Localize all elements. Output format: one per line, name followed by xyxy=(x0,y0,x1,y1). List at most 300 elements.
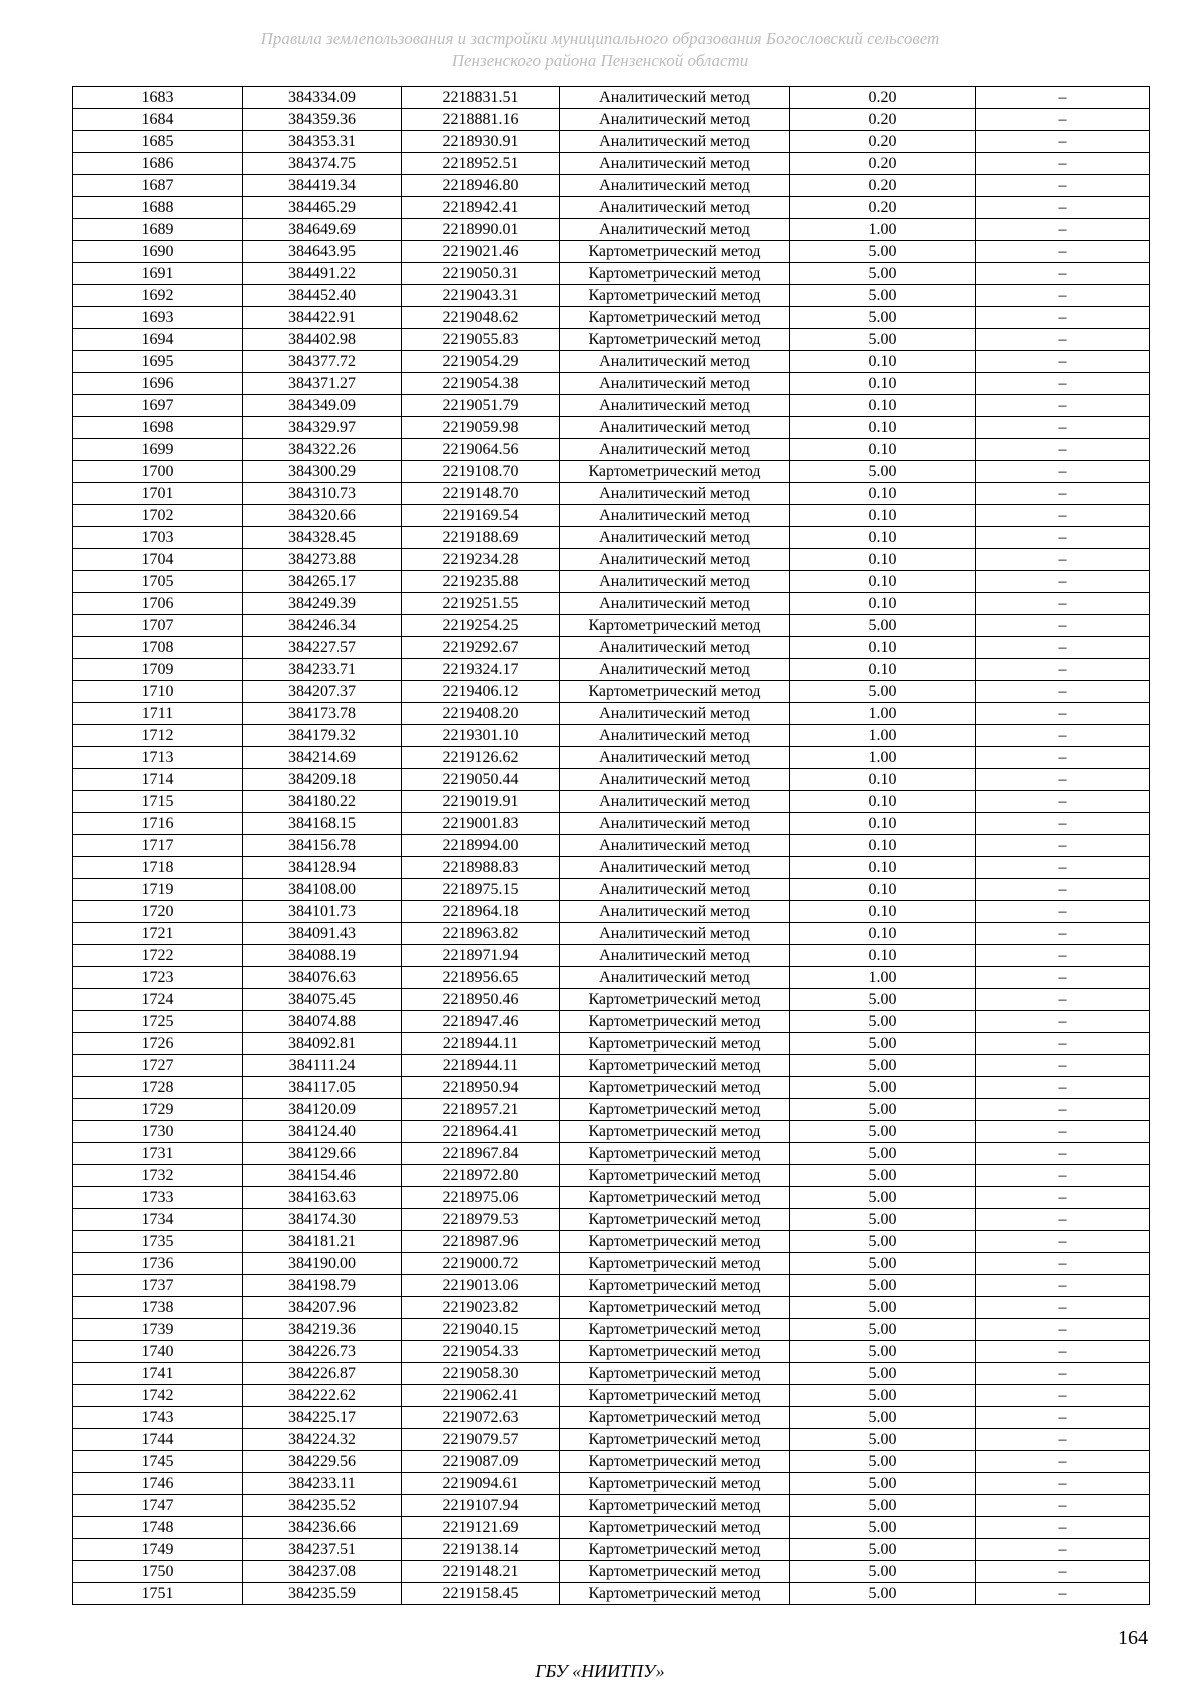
table-row xyxy=(73,813,1150,835)
x-coordinate-cell: 384419.34 xyxy=(243,175,402,197)
y-coordinate-cell: 2219235.88 xyxy=(402,571,560,593)
table-row xyxy=(73,857,1150,879)
table-row xyxy=(73,615,1150,637)
point-number-cell: 1722 xyxy=(73,945,243,967)
table-row xyxy=(73,549,1150,571)
x-coordinate-cell: 384219.36 xyxy=(243,1319,402,1341)
table-row xyxy=(73,1583,1150,1605)
point-number-cell: 1687 xyxy=(73,175,243,197)
x-coordinate-cell: 384265.17 xyxy=(243,571,402,593)
x-coordinate-cell: 384224.32 xyxy=(243,1429,402,1451)
method-cell: Аналитический метод xyxy=(560,549,790,571)
point-number-cell: 1689 xyxy=(73,219,243,241)
accuracy-cell: 0.20 xyxy=(790,87,976,109)
y-coordinate-cell: 2218944.11 xyxy=(402,1055,560,1077)
x-coordinate-cell: 384222.62 xyxy=(243,1385,402,1407)
point-number-cell: 1748 xyxy=(73,1517,243,1539)
note-cell: – xyxy=(976,439,1150,461)
accuracy-cell: 5.00 xyxy=(790,1583,976,1605)
y-coordinate-cell: 2219138.14 xyxy=(402,1539,560,1561)
note-cell: – xyxy=(976,923,1150,945)
y-coordinate-cell: 2219001.83 xyxy=(402,813,560,835)
method-cell: Аналитический метод xyxy=(560,659,790,681)
method-cell: Аналитический метод xyxy=(560,901,790,923)
point-number-cell: 1719 xyxy=(73,879,243,901)
method-cell: Картометрический метод xyxy=(560,1473,790,1495)
note-cell: – xyxy=(976,1187,1150,1209)
table-row xyxy=(73,373,1150,395)
note-cell: – xyxy=(976,417,1150,439)
table-row xyxy=(73,439,1150,461)
method-cell: Аналитический метод xyxy=(560,791,790,813)
x-coordinate-cell: 384233.11 xyxy=(243,1473,402,1495)
note-cell: – xyxy=(976,395,1150,417)
x-coordinate-cell: 384198.79 xyxy=(243,1275,402,1297)
table-row xyxy=(73,637,1150,659)
table-row xyxy=(73,747,1150,769)
method-cell: Картометрический метод xyxy=(560,1143,790,1165)
y-coordinate-cell: 2219079.57 xyxy=(402,1429,560,1451)
y-coordinate-cell: 2219324.17 xyxy=(402,659,560,681)
point-number-cell: 1718 xyxy=(73,857,243,879)
x-coordinate-cell: 384111.24 xyxy=(243,1055,402,1077)
y-coordinate-cell: 2218831.51 xyxy=(402,87,560,109)
y-coordinate-cell: 2218994.00 xyxy=(402,835,560,857)
x-coordinate-cell: 384329.97 xyxy=(243,417,402,439)
y-coordinate-cell: 2219107.94 xyxy=(402,1495,560,1517)
note-cell: – xyxy=(976,109,1150,131)
point-number-cell: 1745 xyxy=(73,1451,243,1473)
method-cell: Аналитический метод xyxy=(560,571,790,593)
y-coordinate-cell: 2218964.41 xyxy=(402,1121,560,1143)
note-cell: – xyxy=(976,945,1150,967)
point-number-cell: 1728 xyxy=(73,1077,243,1099)
method-cell: Картометрический метод xyxy=(560,1033,790,1055)
accuracy-cell: 5.00 xyxy=(790,1407,976,1429)
y-coordinate-cell: 2218956.65 xyxy=(402,967,560,989)
note-cell: – xyxy=(976,835,1150,857)
y-coordinate-cell: 2218947.46 xyxy=(402,1011,560,1033)
y-coordinate-cell: 2218975.06 xyxy=(402,1187,560,1209)
x-coordinate-cell: 384163.63 xyxy=(243,1187,402,1209)
table-row xyxy=(73,1495,1150,1517)
accuracy-cell: 0.10 xyxy=(790,769,976,791)
x-coordinate-cell: 384101.73 xyxy=(243,901,402,923)
point-number-cell: 1690 xyxy=(73,241,243,263)
method-cell: Картометрический метод xyxy=(560,1363,790,1385)
point-number-cell: 1717 xyxy=(73,835,243,857)
point-number-cell: 1714 xyxy=(73,769,243,791)
method-cell: Аналитический метод xyxy=(560,593,790,615)
x-coordinate-cell: 384374.75 xyxy=(243,153,402,175)
method-cell: Картометрический метод xyxy=(560,1253,790,1275)
table-row xyxy=(73,1385,1150,1407)
table-row xyxy=(73,1033,1150,1055)
table-row xyxy=(73,901,1150,923)
table-row xyxy=(73,417,1150,439)
x-coordinate-cell: 384075.45 xyxy=(243,989,402,1011)
accuracy-cell: 0.20 xyxy=(790,109,976,131)
x-coordinate-cell: 384074.88 xyxy=(243,1011,402,1033)
y-coordinate-cell: 2218950.94 xyxy=(402,1077,560,1099)
note-cell: – xyxy=(976,1319,1150,1341)
x-coordinate-cell: 384643.95 xyxy=(243,241,402,263)
note-cell: – xyxy=(976,901,1150,923)
y-coordinate-cell: 2218952.51 xyxy=(402,153,560,175)
note-cell: – xyxy=(976,681,1150,703)
point-number-cell: 1703 xyxy=(73,527,243,549)
point-number-cell: 1691 xyxy=(73,263,243,285)
accuracy-cell: 0.10 xyxy=(790,571,976,593)
note-cell: – xyxy=(976,1099,1150,1121)
coordinates-table-body xyxy=(73,87,1150,1605)
x-coordinate-cell: 384349.09 xyxy=(243,395,402,417)
table-row xyxy=(73,1275,1150,1297)
table-row xyxy=(73,725,1150,747)
note-cell: – xyxy=(976,263,1150,285)
x-coordinate-cell: 384310.73 xyxy=(243,483,402,505)
point-number-cell: 1692 xyxy=(73,285,243,307)
note-cell: – xyxy=(976,175,1150,197)
table-row xyxy=(73,1055,1150,1077)
method-cell: Картометрический метод xyxy=(560,1275,790,1297)
accuracy-cell: 5.00 xyxy=(790,461,976,483)
table-row xyxy=(73,1297,1150,1319)
point-number-cell: 1739 xyxy=(73,1319,243,1341)
note-cell: – xyxy=(976,307,1150,329)
table-row xyxy=(73,527,1150,549)
note-cell: – xyxy=(976,1539,1150,1561)
note-cell: – xyxy=(976,1275,1150,1297)
accuracy-cell: 0.10 xyxy=(790,637,976,659)
method-cell: Картометрический метод xyxy=(560,307,790,329)
accuracy-cell: 5.00 xyxy=(790,1121,976,1143)
accuracy-cell: 0.10 xyxy=(790,395,976,417)
y-coordinate-cell: 2219148.70 xyxy=(402,483,560,505)
method-cell: Аналитический метод xyxy=(560,967,790,989)
y-coordinate-cell: 2219121.69 xyxy=(402,1517,560,1539)
x-coordinate-cell: 384214.69 xyxy=(243,747,402,769)
accuracy-cell: 0.10 xyxy=(790,879,976,901)
method-cell: Картометрический метод xyxy=(560,1495,790,1517)
accuracy-cell: 1.00 xyxy=(790,703,976,725)
point-number-cell: 1700 xyxy=(73,461,243,483)
x-coordinate-cell: 384108.00 xyxy=(243,879,402,901)
method-cell: Картометрический метод xyxy=(560,241,790,263)
method-cell: Аналитический метод xyxy=(560,769,790,791)
page-number: 164 xyxy=(1118,1627,1148,1649)
method-cell: Картометрический метод xyxy=(560,989,790,1011)
y-coordinate-cell: 2218942.41 xyxy=(402,197,560,219)
y-coordinate-cell: 2218979.53 xyxy=(402,1209,560,1231)
note-cell: – xyxy=(976,791,1150,813)
table-row xyxy=(73,1517,1150,1539)
point-number-cell: 1724 xyxy=(73,989,243,1011)
note-cell: – xyxy=(976,1363,1150,1385)
point-number-cell: 1694 xyxy=(73,329,243,351)
note-cell: – xyxy=(976,241,1150,263)
x-coordinate-cell: 384180.22 xyxy=(243,791,402,813)
y-coordinate-cell: 2218950.46 xyxy=(402,989,560,1011)
note-cell: – xyxy=(976,1055,1150,1077)
method-cell: Картометрический метод xyxy=(560,1561,790,1583)
header-line-1: Правила землепользования и застройки муниципального образования Богословский сельсовет xyxy=(260,29,940,48)
accuracy-cell: 5.00 xyxy=(790,1275,976,1297)
point-number-cell: 1732 xyxy=(73,1165,243,1187)
accuracy-cell: 5.00 xyxy=(790,263,976,285)
x-coordinate-cell: 384402.98 xyxy=(243,329,402,351)
accuracy-cell: 5.00 xyxy=(790,989,976,1011)
note-cell: – xyxy=(976,1209,1150,1231)
table-row xyxy=(73,87,1150,109)
x-coordinate-cell: 384377.72 xyxy=(243,351,402,373)
y-coordinate-cell: 2219054.33 xyxy=(402,1341,560,1363)
y-coordinate-cell: 2218944.11 xyxy=(402,1033,560,1055)
accuracy-cell: 5.00 xyxy=(790,1011,976,1033)
y-coordinate-cell: 2218930.91 xyxy=(402,131,560,153)
point-number-cell: 1684 xyxy=(73,109,243,131)
accuracy-cell: 5.00 xyxy=(790,1209,976,1231)
x-coordinate-cell: 384124.40 xyxy=(243,1121,402,1143)
x-coordinate-cell: 384300.29 xyxy=(243,461,402,483)
note-cell: – xyxy=(976,1517,1150,1539)
accuracy-cell: 5.00 xyxy=(790,1451,976,1473)
note-cell: – xyxy=(976,1143,1150,1165)
y-coordinate-cell: 2219094.61 xyxy=(402,1473,560,1495)
method-cell: Картометрический метод xyxy=(560,1011,790,1033)
note-cell: – xyxy=(976,373,1150,395)
y-coordinate-cell: 2219050.44 xyxy=(402,769,560,791)
note-cell: – xyxy=(976,197,1150,219)
accuracy-cell: 5.00 xyxy=(790,1385,976,1407)
point-number-cell: 1738 xyxy=(73,1297,243,1319)
point-number-cell: 1706 xyxy=(73,593,243,615)
accuracy-cell: 0.10 xyxy=(790,923,976,945)
method-cell: Картометрический метод xyxy=(560,1231,790,1253)
table-row xyxy=(73,967,1150,989)
table-row xyxy=(73,571,1150,593)
accuracy-cell: 1.00 xyxy=(790,967,976,989)
y-coordinate-cell: 2218946.80 xyxy=(402,175,560,197)
table-row xyxy=(73,1363,1150,1385)
x-coordinate-cell: 384246.34 xyxy=(243,615,402,637)
x-coordinate-cell: 384209.18 xyxy=(243,769,402,791)
method-cell: Аналитический метод xyxy=(560,637,790,659)
y-coordinate-cell: 2218957.21 xyxy=(402,1099,560,1121)
y-coordinate-cell: 2218988.83 xyxy=(402,857,560,879)
method-cell: Аналитический метод xyxy=(560,747,790,769)
method-cell: Аналитический метод xyxy=(560,945,790,967)
method-cell: Аналитический метод xyxy=(560,87,790,109)
method-cell: Картометрический метод xyxy=(560,1099,790,1121)
table-row xyxy=(73,989,1150,1011)
point-number-cell: 1688 xyxy=(73,197,243,219)
method-cell: Картометрический метод xyxy=(560,329,790,351)
x-coordinate-cell: 384168.15 xyxy=(243,813,402,835)
x-coordinate-cell: 384154.46 xyxy=(243,1165,402,1187)
accuracy-cell: 5.00 xyxy=(790,1253,976,1275)
method-cell: Картометрический метод xyxy=(560,1055,790,1077)
accuracy-cell: 0.20 xyxy=(790,175,976,197)
note-cell: – xyxy=(976,87,1150,109)
note-cell: – xyxy=(976,593,1150,615)
note-cell: – xyxy=(976,1165,1150,1187)
point-number-cell: 1747 xyxy=(73,1495,243,1517)
method-cell: Картометрический метод xyxy=(560,461,790,483)
point-number-cell: 1726 xyxy=(73,1033,243,1055)
point-number-cell: 1744 xyxy=(73,1429,243,1451)
point-number-cell: 1743 xyxy=(73,1407,243,1429)
point-number-cell: 1702 xyxy=(73,505,243,527)
y-coordinate-cell: 2219188.69 xyxy=(402,527,560,549)
accuracy-cell: 5.00 xyxy=(790,1539,976,1561)
method-cell: Аналитический метод xyxy=(560,197,790,219)
method-cell: Картометрический метод xyxy=(560,1209,790,1231)
table-row xyxy=(73,835,1150,857)
accuracy-cell: 5.00 xyxy=(790,307,976,329)
x-coordinate-cell: 384117.05 xyxy=(243,1077,402,1099)
method-cell: Картометрический метод xyxy=(560,1583,790,1605)
method-cell: Аналитический метод xyxy=(560,879,790,901)
table-row xyxy=(73,769,1150,791)
note-cell: – xyxy=(976,153,1150,175)
x-coordinate-cell: 384207.96 xyxy=(243,1297,402,1319)
method-cell: Аналитический метод xyxy=(560,813,790,835)
note-cell: – xyxy=(976,1231,1150,1253)
accuracy-cell: 5.00 xyxy=(790,1561,976,1583)
note-cell: – xyxy=(976,505,1150,527)
table-row xyxy=(73,1451,1150,1473)
y-coordinate-cell: 2219292.67 xyxy=(402,637,560,659)
accuracy-cell: 0.20 xyxy=(790,131,976,153)
method-cell: Картометрический метод xyxy=(560,1187,790,1209)
y-coordinate-cell: 2219054.29 xyxy=(402,351,560,373)
note-cell: – xyxy=(976,879,1150,901)
method-cell: Картометрический метод xyxy=(560,1165,790,1187)
accuracy-cell: 5.00 xyxy=(790,1055,976,1077)
accuracy-cell: 5.00 xyxy=(790,1473,976,1495)
accuracy-cell: 5.00 xyxy=(790,1429,976,1451)
x-coordinate-cell: 384129.66 xyxy=(243,1143,402,1165)
note-cell: – xyxy=(976,1297,1150,1319)
x-coordinate-cell: 384174.30 xyxy=(243,1209,402,1231)
accuracy-cell: 0.10 xyxy=(790,439,976,461)
note-cell: – xyxy=(976,1077,1150,1099)
point-number-cell: 1749 xyxy=(73,1539,243,1561)
note-cell: – xyxy=(976,1011,1150,1033)
y-coordinate-cell: 2218987.96 xyxy=(402,1231,560,1253)
point-number-cell: 1730 xyxy=(73,1121,243,1143)
x-coordinate-cell: 384227.57 xyxy=(243,637,402,659)
table-row xyxy=(73,351,1150,373)
method-cell: Аналитический метод xyxy=(560,373,790,395)
note-cell: – xyxy=(976,1495,1150,1517)
note-cell: – xyxy=(976,285,1150,307)
x-coordinate-cell: 384156.78 xyxy=(243,835,402,857)
y-coordinate-cell: 2218971.94 xyxy=(402,945,560,967)
table-row xyxy=(73,505,1150,527)
method-cell: Аналитический метод xyxy=(560,219,790,241)
table-row xyxy=(73,153,1150,175)
table-row xyxy=(73,1539,1150,1561)
accuracy-cell: 0.10 xyxy=(790,483,976,505)
x-coordinate-cell: 384076.63 xyxy=(243,967,402,989)
accuracy-cell: 0.10 xyxy=(790,857,976,879)
method-cell: Аналитический метод xyxy=(560,725,790,747)
x-coordinate-cell: 384173.78 xyxy=(243,703,402,725)
note-cell: – xyxy=(976,967,1150,989)
table-row xyxy=(73,175,1150,197)
point-number-cell: 1705 xyxy=(73,571,243,593)
method-cell: Картометрический метод xyxy=(560,1077,790,1099)
y-coordinate-cell: 2218964.18 xyxy=(402,901,560,923)
point-number-cell: 1701 xyxy=(73,483,243,505)
note-cell: – xyxy=(976,615,1150,637)
point-number-cell: 1707 xyxy=(73,615,243,637)
table-row xyxy=(73,923,1150,945)
table-row xyxy=(73,483,1150,505)
note-cell: – xyxy=(976,131,1150,153)
method-cell: Аналитический метод xyxy=(560,835,790,857)
y-coordinate-cell: 2219301.10 xyxy=(402,725,560,747)
x-coordinate-cell: 384179.32 xyxy=(243,725,402,747)
table-row xyxy=(73,1077,1150,1099)
point-number-cell: 1716 xyxy=(73,813,243,835)
note-cell: – xyxy=(976,989,1150,1011)
point-number-cell: 1741 xyxy=(73,1363,243,1385)
table-row xyxy=(73,395,1150,417)
point-number-cell: 1713 xyxy=(73,747,243,769)
table-row xyxy=(73,197,1150,219)
note-cell: – xyxy=(976,813,1150,835)
x-coordinate-cell: 384226.87 xyxy=(243,1363,402,1385)
y-coordinate-cell: 2219072.63 xyxy=(402,1407,560,1429)
accuracy-cell: 0.10 xyxy=(790,373,976,395)
coordinates-table xyxy=(72,86,1150,1605)
accuracy-cell: 5.00 xyxy=(790,1077,976,1099)
method-cell: Картометрический метод xyxy=(560,1429,790,1451)
point-number-cell: 1698 xyxy=(73,417,243,439)
point-number-cell: 1740 xyxy=(73,1341,243,1363)
accuracy-cell: 1.00 xyxy=(790,219,976,241)
x-coordinate-cell: 384334.09 xyxy=(243,87,402,109)
x-coordinate-cell: 384181.21 xyxy=(243,1231,402,1253)
accuracy-cell: 5.00 xyxy=(790,1517,976,1539)
accuracy-cell: 0.20 xyxy=(790,153,976,175)
method-cell: Картометрический метод xyxy=(560,1385,790,1407)
method-cell: Картометрический метод xyxy=(560,1451,790,1473)
table-row xyxy=(73,131,1150,153)
point-number-cell: 1715 xyxy=(73,791,243,813)
table-row xyxy=(73,109,1150,131)
method-cell: Аналитический метод xyxy=(560,439,790,461)
accuracy-cell: 5.00 xyxy=(790,1495,976,1517)
point-number-cell: 1708 xyxy=(73,637,243,659)
method-cell: Аналитический метод xyxy=(560,505,790,527)
accuracy-cell: 5.00 xyxy=(790,329,976,351)
y-coordinate-cell: 2218975.15 xyxy=(402,879,560,901)
note-cell: – xyxy=(976,1033,1150,1055)
note-cell: – xyxy=(976,1451,1150,1473)
method-cell: Аналитический метод xyxy=(560,417,790,439)
note-cell: – xyxy=(976,527,1150,549)
method-cell: Картометрический метод xyxy=(560,615,790,637)
point-number-cell: 1685 xyxy=(73,131,243,153)
y-coordinate-cell: 2219254.25 xyxy=(402,615,560,637)
point-number-cell: 1723 xyxy=(73,967,243,989)
point-number-cell: 1710 xyxy=(73,681,243,703)
accuracy-cell: 1.00 xyxy=(790,725,976,747)
